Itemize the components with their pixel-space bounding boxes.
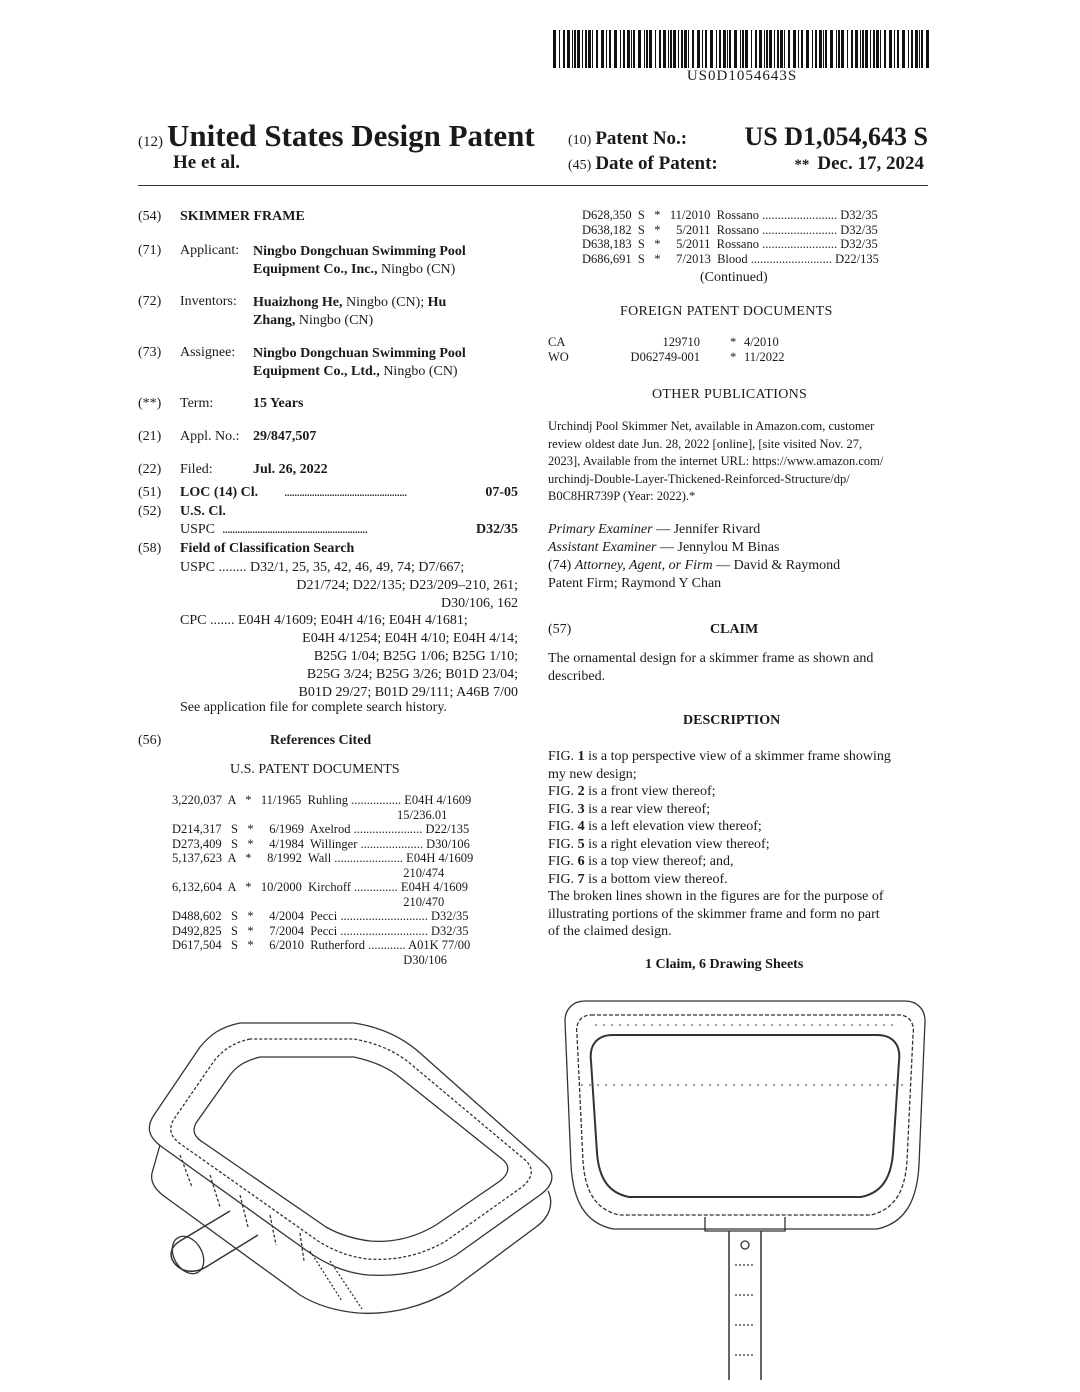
search-history-note: See application file for complete search history. xyxy=(180,700,447,715)
barcode-bar xyxy=(806,30,809,68)
code-56: (56) xyxy=(138,733,162,748)
barcode-bar xyxy=(702,30,703,68)
code-52: (52) xyxy=(138,504,162,519)
us-reference-row: 6,132,604 A * 10/2000 Kirchoff .............. E04H 4/1609 xyxy=(172,880,468,894)
barcode-bar xyxy=(655,30,656,68)
continued-reference-row: D628,350 S * 11/2010 Rossano ........................ D32/35 xyxy=(582,208,878,222)
us-reference-row: 15/236.01 xyxy=(172,807,448,822)
us-reference-row: D30/106 xyxy=(172,952,447,967)
us-reference-row: D617,504 S * 6/2010 Rutherford ............ A01K 77/00 xyxy=(172,938,471,952)
barcode-bar xyxy=(889,30,892,68)
barcode-bar xyxy=(873,30,875,68)
barcode-bar xyxy=(710,30,713,68)
barcode-bar xyxy=(729,30,731,68)
barcode-bar xyxy=(684,30,687,68)
barcode-bar xyxy=(585,30,587,68)
barcode-bar xyxy=(862,30,864,68)
references-cited-label: References Cited xyxy=(270,733,372,748)
patent-number: US D1,054,643 S xyxy=(744,122,928,151)
barcode-bar xyxy=(801,30,803,68)
us-reference-row: 210/470 xyxy=(172,894,445,909)
figure-description-line: FIG. 2 is a front view thereof; xyxy=(548,784,716,799)
foreign-docs-label: FOREIGN PATENT DOCUMENTS xyxy=(620,304,833,319)
foreign-doc-num: D062749-001 xyxy=(630,350,700,364)
code-73: (73) xyxy=(138,345,162,360)
us-reference-row: D214,317 S * 6/1969 Axelrod ...................... D22/135 xyxy=(172,822,470,836)
term-label: Term: xyxy=(180,396,214,411)
us-patent-docs-label: U.S. PATENT DOCUMENTS xyxy=(230,762,400,777)
barcode-bar xyxy=(727,30,728,68)
barcode-bar xyxy=(670,30,672,68)
code-72: (72) xyxy=(138,294,162,309)
barcode-bar xyxy=(751,30,752,68)
inventors-value: Huaizhong He, Ningbo (CN); Hu Zhang, Ningbo (CN) xyxy=(253,295,447,328)
claim-code: (57) xyxy=(548,622,572,637)
field-cpc: CPC ....... E04H 4/1609; E04H 4/16; E04H 4/1681; E04H 4/1254; E04H 4/10; E04H 4/14; B25G 1/04; B25G 1/06; B25G 1/10; B25G 3/24; B25G 3/26; B01D 23/04; B01D 29/27; B01D 29/111; A46B 7/00 xyxy=(180,613,518,700)
us-reference-row: D488,602 S * 4/2004 Pecci ............................ D32/35 xyxy=(172,909,469,923)
barcode-bar xyxy=(908,30,909,68)
barcode-bar xyxy=(592,30,593,68)
barcode-bar xyxy=(766,30,768,68)
barcode-bar xyxy=(847,30,848,68)
barcode-bar xyxy=(705,30,707,68)
figure-description-line: FIG. 4 is a left elevation view thereof; xyxy=(548,819,762,834)
patent-date: ** Dec. 17, 2024 xyxy=(794,153,924,174)
code-54: (54) xyxy=(138,209,162,224)
barcode-bar xyxy=(740,30,741,68)
barcode-bar xyxy=(734,30,737,68)
code-51: (51) xyxy=(138,485,162,500)
barcode-bar xyxy=(836,30,837,68)
code-58: (58) xyxy=(138,541,162,556)
term-value: 15 Years xyxy=(253,396,304,411)
continued-reference-row: D638,182 S * 5/2011 Rossano ........................ D32/35 xyxy=(582,222,878,237)
barcode-bar xyxy=(755,30,757,68)
barcode-bar xyxy=(812,30,813,68)
barcode-bar xyxy=(780,30,783,68)
barcode-bar xyxy=(673,30,676,68)
uspc-leader: .......................................................... xyxy=(222,522,367,537)
barcode-bar xyxy=(793,30,796,68)
barcode-bar xyxy=(777,30,779,68)
foreign-doc-num: 129710 xyxy=(662,335,700,349)
continued-reference-row: D638,183 S * 5/2011 Rossano ........................ D32/35 xyxy=(582,237,878,251)
patent-no-label: (10) Patent No.: xyxy=(568,128,688,149)
claim-text: The ornamental design for a skimmer frame as shown and described. xyxy=(548,651,874,684)
us-references-list xyxy=(172,793,530,967)
figure-description-line: my new design; xyxy=(548,766,637,782)
figure-description-line: FIG. 6 is a top view thereof; and, xyxy=(548,854,734,869)
appl-no-label: Appl. No.: xyxy=(180,429,240,444)
figure-perspective-drawing xyxy=(140,1005,560,1360)
barcode-bar xyxy=(823,30,824,68)
barcode-bar xyxy=(553,30,556,68)
barcode-bar xyxy=(819,30,822,68)
header-divider xyxy=(138,185,928,186)
patent-type-title: (12) United States Design Patent xyxy=(138,118,535,153)
barcode-bar xyxy=(894,30,895,68)
barcode-bar xyxy=(663,30,666,68)
barcode-bar xyxy=(897,30,899,68)
barcode-bar xyxy=(764,30,765,68)
barcode-bar xyxy=(742,30,744,68)
barcode-bar xyxy=(644,30,645,68)
barcode-bar xyxy=(784,30,785,68)
barcode-bar xyxy=(876,30,879,68)
barcode-bar xyxy=(646,30,648,68)
barcode-bar xyxy=(838,30,840,68)
us-reference-row: 5,137,623 A * 8/1992 Wall ...................... E04H 4/1609 xyxy=(172,851,474,865)
barcode-bar xyxy=(601,30,604,68)
code-71: (71) xyxy=(138,243,162,258)
barcode-bar xyxy=(638,30,641,68)
barcode-bar xyxy=(678,30,679,68)
loc-value: 07-05 xyxy=(485,485,518,500)
barcode-bar xyxy=(902,30,905,68)
barcode-bar xyxy=(825,30,827,68)
broken-lines-note: The broken lines shown in the figures are for the purpose of illustrating portions of the skimmer frame and form no part of the claimed design. xyxy=(548,889,884,939)
continued-references-list xyxy=(582,208,940,266)
us-reference-row: D492,825 S * 7/2004 Pecci ............................ D32/35 xyxy=(172,923,469,938)
barcode-bar xyxy=(681,30,683,68)
barcode-bar xyxy=(865,30,868,68)
foreign-doc-row xyxy=(548,335,928,350)
code-21: (21) xyxy=(138,429,162,444)
other-publications-label: OTHER PUBLICATIONS xyxy=(652,387,808,402)
continued-reference-row: D686,691 S * 7/2013 Blood .......................... D22/135 xyxy=(582,251,879,266)
foreign-doc-star: * xyxy=(730,350,737,364)
barcode-bar xyxy=(798,30,799,68)
figure-description-line: FIG. 3 is a rear view thereof; xyxy=(548,801,711,817)
barcode-bar xyxy=(860,30,861,68)
barcode-bar xyxy=(577,30,580,68)
barcode-bar xyxy=(870,30,871,68)
barcode-bar xyxy=(841,30,844,68)
date-label: (45) Date of Patent: xyxy=(568,153,718,174)
foreign-doc-cc: WO xyxy=(548,350,569,364)
barcode-bar xyxy=(719,30,721,68)
examiners: Primary Examiner — Jennifer Rivard Assistant Examiner — Jennylou M Binas (74) Attorney, Agent, or Firm — David & Raymond Patent Firm; Raymond Y Chan xyxy=(548,522,841,591)
barcode-bar xyxy=(915,30,918,68)
barcode-bar xyxy=(567,30,570,68)
filed-label: Filed: xyxy=(180,462,213,477)
figure-descriptions xyxy=(548,748,928,888)
barcode-bar xyxy=(884,30,886,68)
barcode-bar xyxy=(620,30,621,68)
inventors-short: He et al. xyxy=(173,152,241,173)
code-term: (**) xyxy=(138,396,162,411)
design-title: SKIMMER FRAME xyxy=(180,209,305,224)
barcode-bar xyxy=(911,30,913,68)
us-reference-row: D273,409 S * 4/1984 Willinger .................... D30/106 xyxy=(172,836,470,851)
us-reference-row: 3,220,037 A * 11/1965 Ruhling ................ E04H 4/1609 xyxy=(172,793,472,807)
barcode-bar xyxy=(633,30,635,68)
uspc-label: USPC xyxy=(180,522,216,537)
figure-top-view-drawing xyxy=(555,995,935,1380)
code-22: (22) xyxy=(138,462,162,477)
barcode-bar xyxy=(572,30,573,68)
inventors-label: Inventors: xyxy=(180,294,237,309)
foreign-doc-date: 11/2022 xyxy=(744,350,785,364)
continued-note: (Continued) xyxy=(700,270,768,285)
barcode-bar xyxy=(788,30,790,68)
field-uspc: USPC ........ D32/1, 25, 35, 42, 46, 49, 74; D7/667; D21/724; D22/135; D23/209–210, 261; D30/106, 162 xyxy=(180,560,518,611)
description-heading: DESCRIPTION xyxy=(683,713,781,728)
barcode-bar xyxy=(880,30,881,68)
barcode-bar xyxy=(692,30,694,68)
barcode-bar xyxy=(716,30,717,68)
barcode-bar xyxy=(563,30,565,68)
loc-label: LOC (14) Cl. xyxy=(180,485,259,500)
barcode-bar xyxy=(855,30,858,68)
barcode-bar xyxy=(723,30,726,68)
barcode-bar xyxy=(697,30,700,68)
barcode-bar xyxy=(830,30,833,68)
filed-value: Jul. 26, 2022 xyxy=(253,462,328,477)
figure-description-line: FIG. 7 is a bottom view thereof. xyxy=(548,871,728,887)
assignee-label: Assignee: xyxy=(180,345,236,360)
barcode-bar xyxy=(774,30,775,68)
barcode-bar xyxy=(609,30,611,68)
barcode-bar xyxy=(919,30,920,68)
appl-no-value: 29/847,507 xyxy=(253,429,317,444)
foreign-doc-date: 4/2010 xyxy=(744,335,779,349)
barcode-bar xyxy=(649,30,652,68)
barcode-bar xyxy=(921,30,923,68)
barcode-bar xyxy=(574,30,576,68)
barcode-bar xyxy=(688,30,689,68)
figure-description-line: FIG. 5 is a right elevation view thereof; xyxy=(548,836,770,852)
foreign-doc-cc: CA xyxy=(548,335,566,349)
assignee-value: Ningbo Dongchuan Swimming Pool Equipment Co., Ltd., Ningbo (CN) xyxy=(253,346,466,379)
barcode-bar xyxy=(627,30,630,68)
barcode-bar xyxy=(769,30,772,68)
barcode-bar xyxy=(588,30,591,68)
claim-heading: CLAIM xyxy=(710,622,759,637)
us-reference-row: 210/474 xyxy=(172,865,445,880)
foreign-doc-star: * xyxy=(730,335,737,349)
barcode-bar xyxy=(606,30,607,68)
applicant-label: Applicant: xyxy=(180,243,240,258)
barcode-bar xyxy=(745,30,748,68)
barcode-bar xyxy=(623,30,625,68)
barcode-bar xyxy=(631,30,632,68)
claims-sheets-count: 1 Claim, 6 Drawing Sheets xyxy=(645,957,804,972)
barcode-bar xyxy=(668,30,669,68)
loc-leader: ................................................. xyxy=(284,485,407,500)
barcode-number: US0D1054643S xyxy=(686,68,798,84)
barcode-bar xyxy=(582,30,583,68)
barcode-bar xyxy=(926,30,929,68)
barcode-bar xyxy=(759,30,762,68)
uspc-value: D32/35 xyxy=(476,522,518,537)
barcode-bar xyxy=(614,30,617,68)
other-publications-text: Urchindj Pool Skimmer Net, available in Amazon.com, customer review oldest date Jun. 28, 2022 [online], [site visited Nov. 27, 2023], Available from the internet URL: https://www.amazon.com/ urchindj-Double-Layer-Thickened-Reinforced-Structure/dp/ B0C8HR739P (Year: 2022).* xyxy=(548,419,884,503)
barcode xyxy=(553,30,931,68)
barcode-bar xyxy=(815,30,817,68)
applicant-value: Ningbo Dongchuan Swimming Pool Equipment Co., Inc., Ningbo (CN) xyxy=(253,244,466,277)
barcode-bar xyxy=(851,30,853,68)
field-search-label: Field of Classification Search xyxy=(180,541,355,556)
us-cl-label: U.S. Cl. xyxy=(180,504,226,519)
barcode-bar xyxy=(596,30,598,68)
barcode-bar xyxy=(559,30,560,68)
foreign-docs-list xyxy=(548,335,928,365)
barcode-bar xyxy=(659,30,661,68)
figure-description-line: FIG. 1 is a top perspective view of a skimmer frame showing xyxy=(548,749,891,764)
foreign-doc-row xyxy=(548,350,928,365)
